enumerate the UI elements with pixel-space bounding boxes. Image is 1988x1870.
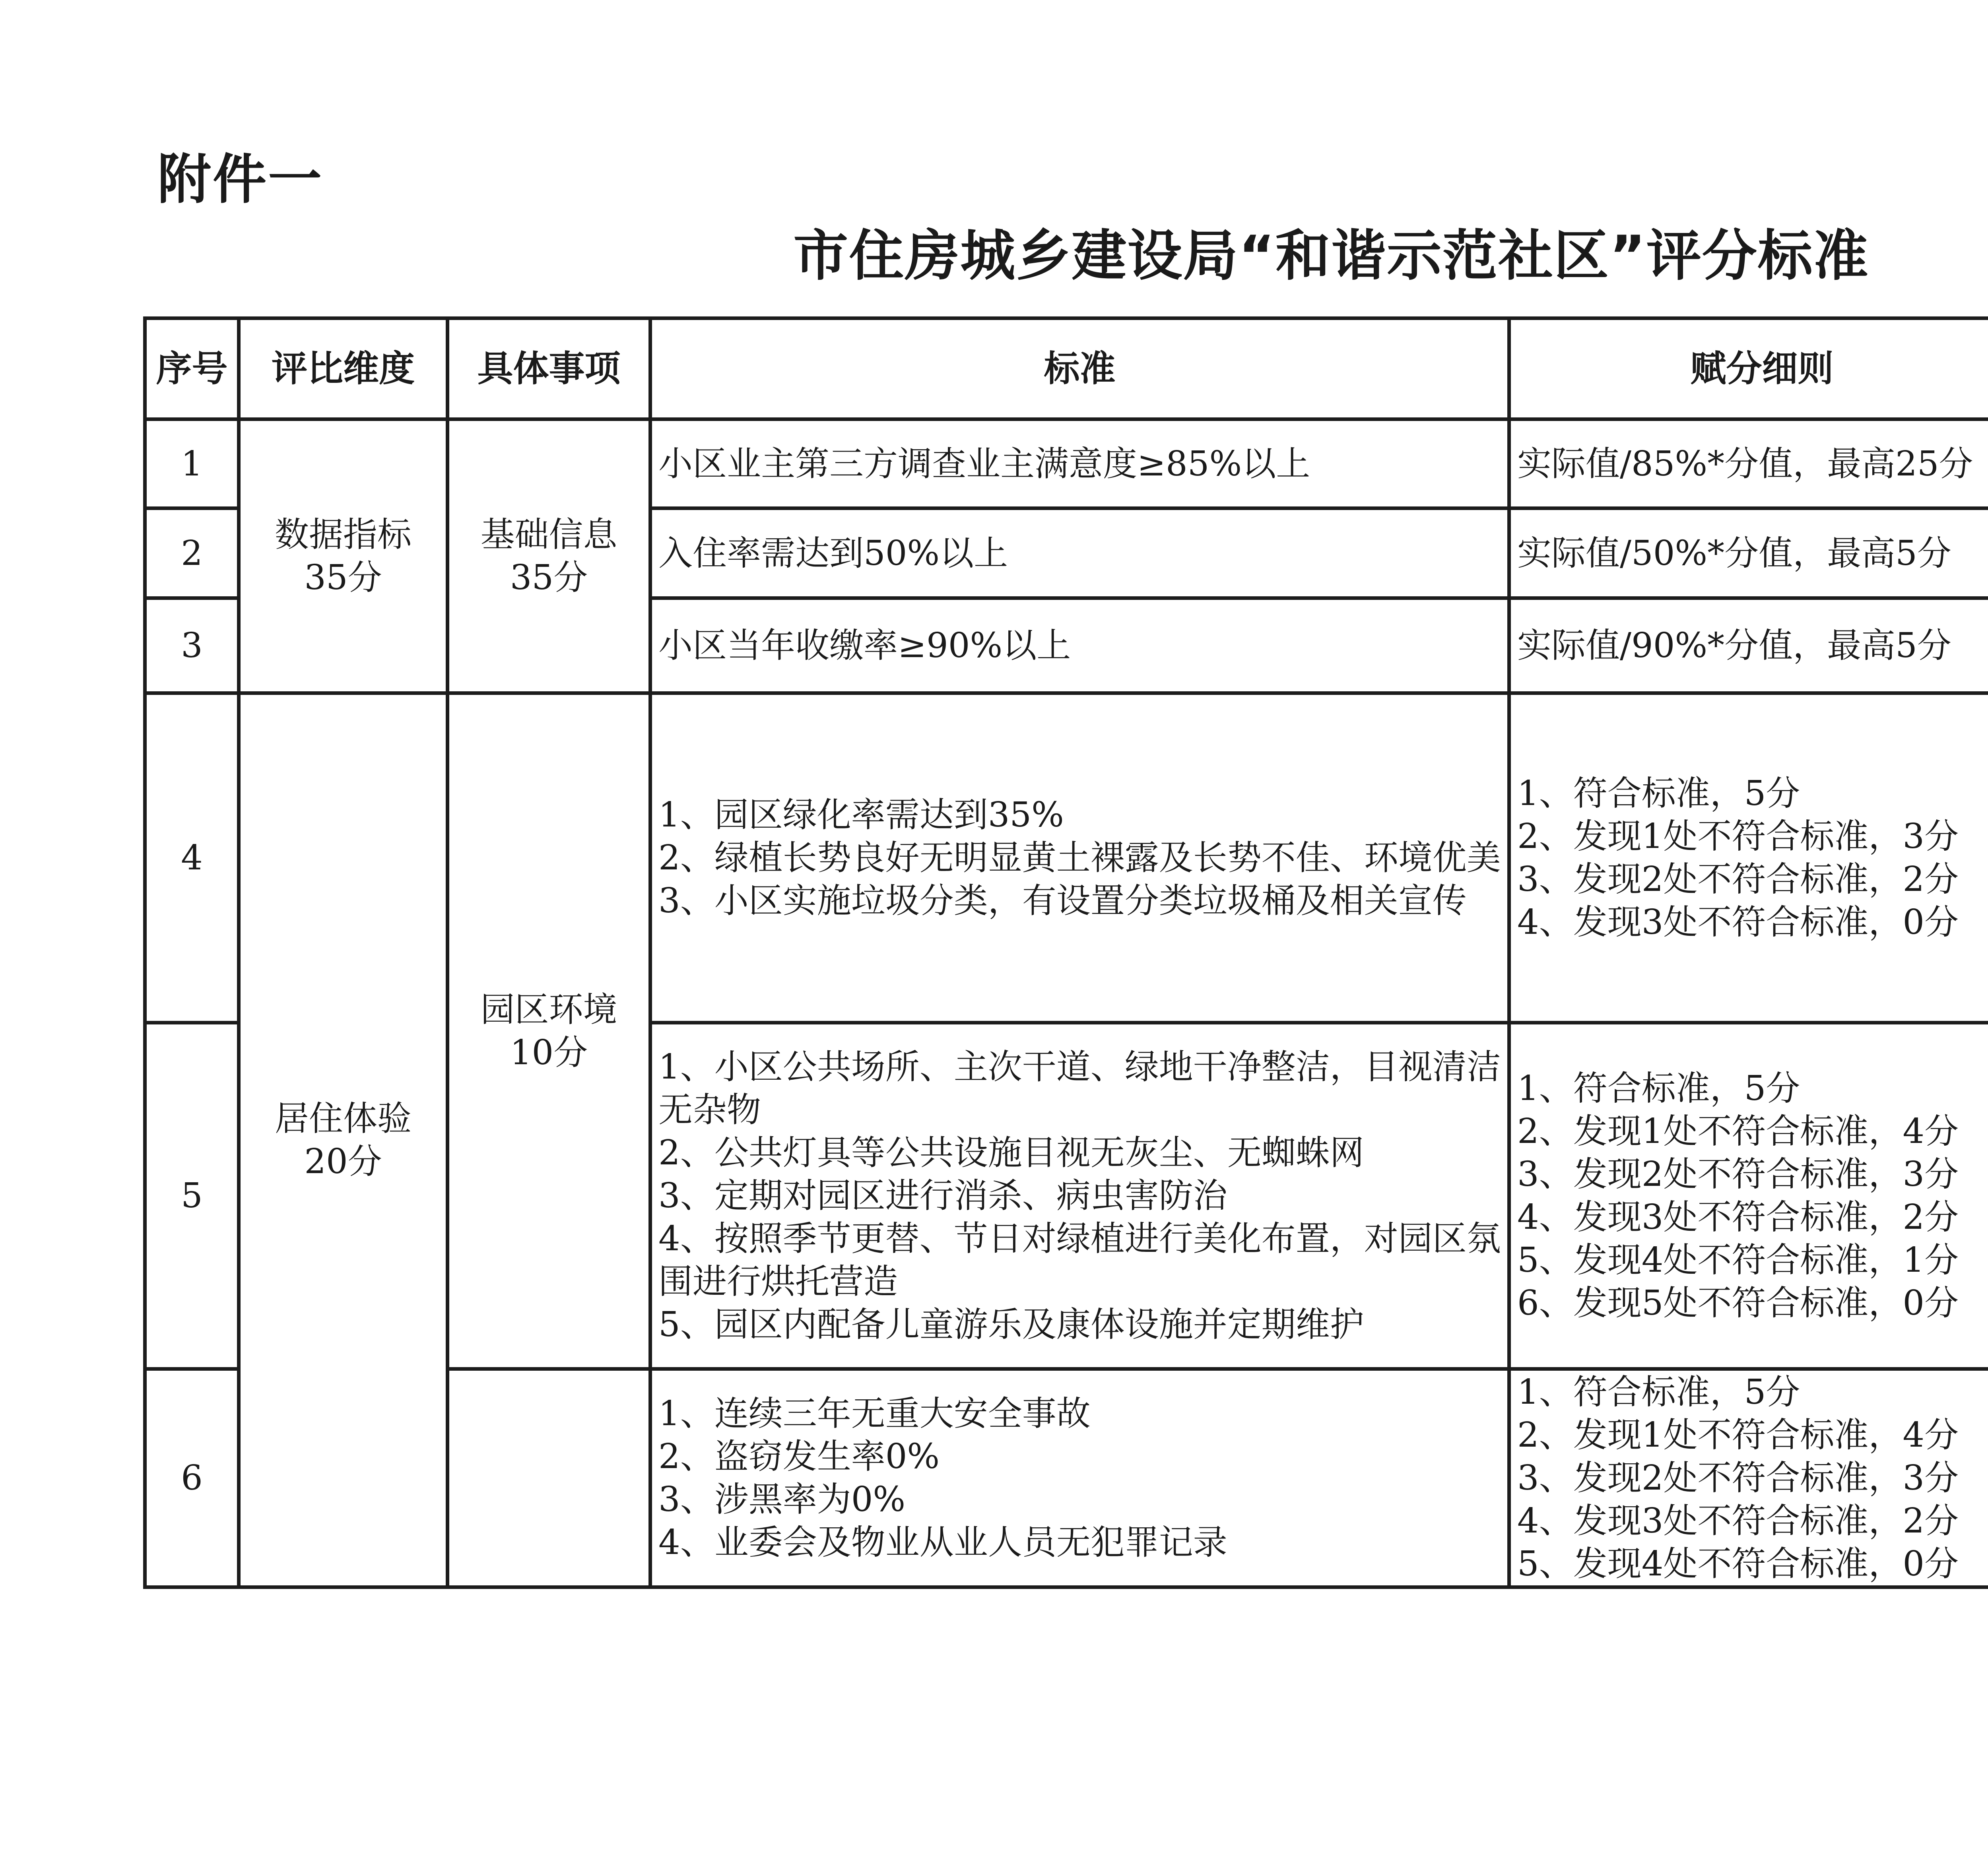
rule-line: 5、发现4处不符合标准，1分 xyxy=(1517,1240,1959,1280)
rule-cell xyxy=(1509,693,1988,1023)
standard-line: 3、定期对园区进行消杀、病虫害防治 xyxy=(658,1176,1227,1216)
dimension-name: 居住体验 xyxy=(275,1099,412,1139)
header-no: 序号 xyxy=(145,318,239,419)
standard-line: 5、园区内配备儿童游乐及康体设施并定期维护 xyxy=(658,1305,1364,1344)
rule-line: 6、发现5处不符合标准，0分 xyxy=(1517,1283,1959,1323)
rule-line: 4、发现3处不符合标准，2分 xyxy=(1517,1197,1959,1237)
dimension-score: 35分 xyxy=(304,558,382,597)
item-score: 35分 xyxy=(510,558,588,597)
item-cell-basic xyxy=(448,419,650,693)
rule-line: 3、发现2处不符合标准，3分 xyxy=(1517,1154,1959,1194)
item-name: 园区环境 xyxy=(480,989,617,1030)
rule-line: 5、发现4处不符合标准，0分 xyxy=(1517,1544,1959,1584)
standard-cell xyxy=(650,598,1509,693)
header-item: 具体事项 xyxy=(448,318,650,419)
document-title: 市住房城乡建设局“和谐示范社区”评分标准 xyxy=(793,224,1869,288)
dimension-name: 数据指标 xyxy=(275,515,412,555)
table-row xyxy=(145,419,1988,508)
row-no: 5 xyxy=(145,1023,239,1369)
header-standard: 标准 xyxy=(650,318,1509,419)
rule-cell xyxy=(1509,598,1988,693)
standard-line: 4、业委会及物业从业人员无犯罪记录 xyxy=(658,1523,1227,1562)
attachment-label: 附件一 xyxy=(157,148,323,211)
rule-line: 3、发现2处不符合标准，2分 xyxy=(1517,859,1959,899)
row-no: 4 xyxy=(145,693,239,1023)
rule-cell xyxy=(1509,1023,1988,1369)
header-dimension: 评比维度 xyxy=(239,318,448,419)
standard-line: 小区业主第三方调查业主满意度≥85%以上 xyxy=(658,444,1310,484)
rule-line: 2、发现1处不符合标准，4分 xyxy=(1517,1415,1959,1455)
rule-line: 实际值/50%*分值，最高5分 xyxy=(1517,533,1951,573)
rule-line: 1、符合标准，5分 xyxy=(1517,774,1800,813)
standard-line: 3、小区实施垃圾分类，有设置分类垃圾桶及相关宣传 xyxy=(658,881,1467,921)
standard-cell xyxy=(650,1369,1509,1587)
dimension-cell-data xyxy=(239,419,448,693)
dimension-cell-living xyxy=(239,693,448,1587)
rule-line: 2、发现1处不符合标准，3分 xyxy=(1517,817,1959,856)
rule-line: 3、发现2处不符合标准，3分 xyxy=(1517,1458,1959,1498)
standard-line: 1、连续三年无重大安全事故 xyxy=(658,1394,1091,1434)
standard-line: 2、绿植长势良好无明显黄土裸露及长势不佳、环境优美 xyxy=(658,838,1501,878)
rule-line: 实际值/85%*分值，最高25分 xyxy=(1517,444,1973,484)
rule-cell xyxy=(1509,1369,1988,1587)
rule-line: 2、发现1处不符合标准，4分 xyxy=(1517,1112,1959,1151)
row-no: 3 xyxy=(145,598,239,693)
standard-line: 1、园区绿化率需达到35% xyxy=(658,795,1064,835)
dimension-score: 20分 xyxy=(304,1142,382,1181)
standard-line: 入住率需达到50%以上 xyxy=(658,533,1008,573)
standard-line: 2、盗窃发生率0% xyxy=(658,1437,940,1476)
standard-cell xyxy=(650,419,1509,508)
rule-cell xyxy=(1509,419,1988,508)
standard-cell xyxy=(650,693,1509,1023)
standard-line: 3、涉黑率为0% xyxy=(658,1480,906,1519)
rule-line: 4、发现3处不符合标准，0分 xyxy=(1517,902,1959,942)
table-header-row xyxy=(145,318,1988,419)
table-row xyxy=(145,693,1988,1023)
standard-cell xyxy=(650,508,1509,598)
rule-cell xyxy=(1509,508,1988,598)
scoring-table xyxy=(143,316,1988,1589)
header-rule: 赋分细则 xyxy=(1509,318,1988,419)
item-cell-env xyxy=(448,693,650,1369)
row-no: 6 xyxy=(145,1369,239,1587)
standard-line: 1、小区公共场所、主次干道、绿地干净整洁，目视清洁无杂物 xyxy=(658,1047,1501,1130)
rule-line: 4、发现3处不符合标准，2分 xyxy=(1517,1501,1959,1541)
rule-line: 1、符合标准，5分 xyxy=(1517,1372,1800,1412)
row-no: 2 xyxy=(145,508,239,598)
standard-line: 小区当年收缴率≥90%以上 xyxy=(658,626,1071,665)
row-no: 1 xyxy=(145,419,239,508)
item-score: 10分 xyxy=(510,1032,588,1073)
item-cell-empty xyxy=(448,1369,650,1587)
standard-line: 4、按照季节更替、节日对绿植进行美化布置，对园区氛围进行烘托营造 xyxy=(658,1219,1501,1302)
standard-cell xyxy=(650,1023,1509,1369)
item-name: 基础信息 xyxy=(480,515,617,555)
rule-line: 1、符合标准，5分 xyxy=(1517,1069,1800,1108)
rule-line: 实际值/90%*分值，最高5分 xyxy=(1517,626,1951,665)
standard-line: 2、公共灯具等公共设施目视无灰尘、无蜘蛛网 xyxy=(658,1133,1364,1173)
